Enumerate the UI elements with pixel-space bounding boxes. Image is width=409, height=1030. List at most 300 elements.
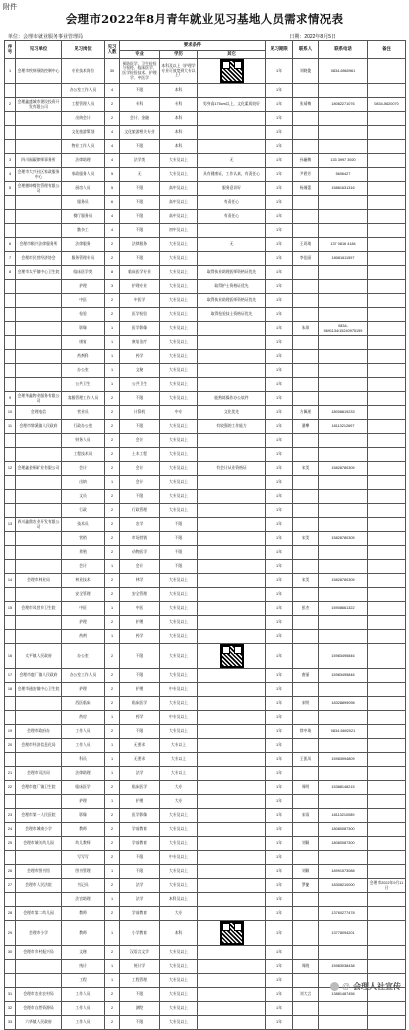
cell-other bbox=[198, 252, 266, 266]
cell-period: 1年 bbox=[266, 711, 293, 725]
cell-other: 无 bbox=[198, 154, 266, 168]
cell-contact: 彭杰 bbox=[293, 602, 319, 616]
cell-phone bbox=[319, 588, 368, 602]
table-row bbox=[5, 865, 406, 879]
cell-period: 1年 bbox=[266, 210, 293, 224]
cell-major: 会计 bbox=[120, 476, 160, 490]
table-row bbox=[5, 210, 406, 224]
cell-edu: 大专及以上 bbox=[160, 434, 198, 448]
cell-period: 1年 bbox=[266, 560, 293, 574]
cell-position: 影像 bbox=[62, 322, 105, 336]
table-row bbox=[5, 711, 406, 725]
cell-count: 2 bbox=[105, 434, 120, 448]
cell-major: 药学 bbox=[120, 630, 160, 644]
cell-seq: 21 bbox=[5, 767, 16, 781]
cell-edu: 大专及以上 bbox=[160, 630, 198, 644]
cell-phone bbox=[319, 560, 368, 574]
cell-note bbox=[368, 280, 406, 294]
cell-contact bbox=[293, 630, 319, 644]
header-org: 见习单位 bbox=[16, 41, 62, 59]
cell-contact: 周晓 bbox=[293, 960, 319, 974]
cell-count: 1 bbox=[105, 753, 120, 767]
cell-position: 餐厅服务员 bbox=[62, 210, 105, 224]
cell-org: 会理市鹿厂镇卫生院 bbox=[16, 781, 62, 795]
cell-position: 教师 bbox=[62, 907, 105, 921]
cell-count: 2 bbox=[105, 1002, 120, 1016]
cell-org: 会理市大兴社区家政服务中心 bbox=[16, 168, 62, 182]
cell-note bbox=[368, 406, 406, 420]
cell-contact bbox=[293, 350, 319, 364]
cell-count: 4 bbox=[105, 210, 120, 224]
cell-count: 2 bbox=[105, 683, 120, 697]
cell-edu: 初中及以上 bbox=[160, 224, 198, 238]
cell-major: 不限 bbox=[120, 669, 160, 683]
cell-contact: 王玥琦 bbox=[293, 238, 319, 252]
cell-contact bbox=[293, 84, 319, 98]
table-row bbox=[5, 112, 406, 126]
cell-seq: 2 bbox=[5, 98, 16, 112]
cell-count: 1 bbox=[105, 560, 120, 574]
cell-org: 会理市自然资源局 bbox=[16, 1002, 62, 1016]
cell-count: 2 bbox=[105, 988, 120, 1002]
cell-phone bbox=[319, 84, 368, 98]
cell-org bbox=[16, 753, 62, 767]
cell-edu: 大专及以上 bbox=[160, 1002, 198, 1016]
cell-phone: 18328899098 bbox=[319, 697, 368, 711]
cell-count: 1 bbox=[105, 378, 120, 392]
cell-period: 1年 bbox=[266, 907, 293, 921]
cell-period: 1年 bbox=[266, 280, 293, 294]
cell-edu: 高中及以上 bbox=[160, 196, 198, 210]
cell-count: 4 bbox=[105, 224, 120, 238]
cell-other bbox=[198, 697, 266, 711]
cell-seq: 32 bbox=[5, 1002, 16, 1016]
cell-position: 护理 bbox=[62, 795, 105, 809]
cell-position: 家政服务人员 bbox=[62, 168, 105, 182]
cell-other bbox=[198, 546, 266, 560]
cell-contact bbox=[293, 378, 319, 392]
cell-phone bbox=[319, 795, 368, 809]
cell-major: 学前教育 bbox=[120, 823, 160, 837]
cell-edu: 不限 bbox=[160, 546, 198, 560]
cell-phone bbox=[319, 378, 368, 392]
cell-position: 出纳会计 bbox=[62, 112, 105, 126]
table-row bbox=[5, 921, 406, 946]
cell-edu: 大专及以上 bbox=[160, 448, 198, 462]
cell-count: 2 bbox=[105, 392, 120, 406]
cell-org bbox=[16, 697, 62, 711]
cell-edu: 大专及以上 bbox=[160, 725, 198, 739]
cell-count: 1 bbox=[105, 364, 120, 378]
cell-position: 服务员 bbox=[62, 196, 105, 210]
cell-count: 4 bbox=[105, 154, 120, 168]
cell-contact: 朱琼 bbox=[293, 322, 319, 336]
cell-contact: 尹碧芳 bbox=[293, 168, 319, 182]
cell-seq bbox=[5, 434, 16, 448]
cell-edu: 中专及以上 bbox=[160, 851, 198, 865]
cell-period: 1年 bbox=[266, 1016, 293, 1030]
cell-note bbox=[368, 865, 406, 879]
cell-note: 0834-5620070 bbox=[368, 98, 406, 112]
cell-other bbox=[198, 532, 266, 546]
cell-phone: 15828780305 bbox=[319, 574, 368, 588]
cell-other bbox=[198, 616, 266, 630]
cell-count: 2 bbox=[105, 490, 120, 504]
cell-contact bbox=[293, 518, 319, 532]
qr-code-icon bbox=[220, 644, 244, 668]
table-row bbox=[5, 182, 406, 196]
demand-table bbox=[4, 40, 406, 1030]
cell-contact bbox=[293, 112, 319, 126]
cell-contact bbox=[293, 795, 319, 809]
cell-count: 1 bbox=[105, 711, 120, 725]
cell-count: 2 bbox=[105, 504, 120, 518]
cell-period: 1年 bbox=[266, 112, 293, 126]
cell-edu: 大专及以上 bbox=[160, 809, 198, 823]
cell-other: 有会计从业资格证 bbox=[198, 462, 266, 476]
cell-other: 男身高175cm以上，文化素质较好 bbox=[198, 98, 266, 112]
cell-seq: 16 bbox=[5, 644, 16, 669]
cell-phone bbox=[319, 266, 368, 280]
cell-org: 会理市第二幼儿园 bbox=[16, 907, 62, 921]
cell-position: 办公室 bbox=[62, 644, 105, 669]
cell-org: 会理市民营经济协会 bbox=[16, 252, 62, 266]
cell-note bbox=[368, 644, 406, 669]
cell-contact bbox=[293, 823, 319, 837]
cell-position: 图书管理 bbox=[62, 865, 105, 879]
cell-period: 1年 bbox=[266, 1002, 293, 1016]
cell-position: 法官助理 bbox=[62, 893, 105, 907]
cell-org: 会理电信 bbox=[16, 406, 62, 420]
cell-major: 学前教育 bbox=[120, 907, 160, 921]
cell-position: 工程技术员 bbox=[62, 448, 105, 462]
cell-count: 2 bbox=[105, 574, 120, 588]
cell-phone: 15983994809 bbox=[319, 753, 368, 767]
cell-edu: 大专及以上 bbox=[160, 462, 198, 476]
cell-seq bbox=[5, 364, 16, 378]
cell-seq bbox=[5, 546, 16, 560]
cell-other: 取得护士资格证优先 bbox=[198, 280, 266, 294]
table-row bbox=[5, 616, 406, 630]
cell-position: 临床医学 bbox=[62, 781, 105, 795]
cell-major: 临床医学 bbox=[120, 781, 160, 795]
cell-major: 医学影像 bbox=[120, 322, 160, 336]
cell-position: 公共卫生 bbox=[62, 378, 105, 392]
cell-count: 1 bbox=[105, 921, 120, 946]
cell-contact bbox=[293, 974, 319, 988]
cell-major: 不限 bbox=[120, 182, 160, 196]
table-row bbox=[5, 364, 406, 378]
cell-major: 预防医学、卫生检验与检疫、临床医学、医学检验技术、护理学、中医学 bbox=[120, 59, 160, 84]
cell-org bbox=[16, 630, 62, 644]
cell-other bbox=[198, 1016, 266, 1030]
cell-other bbox=[198, 588, 266, 602]
cell-note bbox=[368, 574, 406, 588]
cell-period: 1年 bbox=[266, 669, 293, 683]
cell-contact: 王凯凤 bbox=[293, 753, 319, 767]
table-row bbox=[5, 837, 406, 851]
cell-org bbox=[16, 294, 62, 308]
cell-major: 专科 bbox=[120, 98, 160, 112]
cell-contact: 宋美 bbox=[293, 532, 319, 546]
cell-count: 2 bbox=[105, 644, 120, 669]
table-row bbox=[5, 448, 406, 462]
cell-other bbox=[198, 574, 266, 588]
cell-org: 会理市图书馆 bbox=[16, 865, 62, 879]
cell-seq: 28 bbox=[5, 907, 16, 921]
cell-period: 1年 bbox=[266, 84, 293, 98]
cell-org bbox=[16, 364, 62, 378]
cell-org bbox=[16, 476, 62, 490]
cell-contact: 周明 bbox=[293, 781, 319, 795]
cell-major: 医学检验 bbox=[120, 308, 160, 322]
cell-position: 药房 bbox=[62, 711, 105, 725]
cell-major: 临床医学 bbox=[120, 697, 160, 711]
cell-note bbox=[368, 960, 406, 974]
cell-note bbox=[368, 294, 406, 308]
cell-other bbox=[198, 84, 266, 98]
cell-edu: 大专及以上 bbox=[160, 476, 198, 490]
cell-note bbox=[368, 711, 406, 725]
cell-major: 动物医学 bbox=[120, 546, 160, 560]
cell-org: 会理鑫金铜矿业有限公司 bbox=[16, 462, 62, 476]
cell-phone: 133 3997 3920 bbox=[319, 154, 368, 168]
cell-note: 会理市2022年9月11日 bbox=[368, 879, 406, 893]
cell-phone bbox=[319, 711, 368, 725]
cell-contact: 杨瑾蕾 bbox=[293, 182, 319, 196]
cell-phone: 15983038438 bbox=[319, 960, 368, 974]
cell-seq: 12 bbox=[5, 462, 16, 476]
header-phone: 联系电话 bbox=[319, 41, 368, 59]
cell-note bbox=[368, 392, 406, 406]
cell-period: 1年 bbox=[266, 59, 293, 84]
cell-count: 1 bbox=[105, 795, 120, 809]
cell-period: 1年 bbox=[266, 224, 293, 238]
cell-other bbox=[198, 893, 266, 907]
cell-seq: 15 bbox=[5, 602, 16, 616]
cell-position: 技术员 bbox=[62, 518, 105, 532]
cell-count: 2 bbox=[105, 946, 120, 960]
table-row bbox=[5, 336, 406, 350]
cell-org: 会理市司法局 bbox=[16, 767, 62, 781]
cell-edu: 大专以上 bbox=[160, 767, 198, 781]
cell-period: 1年 bbox=[266, 294, 293, 308]
cell-major: 法律服务 bbox=[120, 238, 160, 252]
cell-seq: 20 bbox=[5, 739, 16, 753]
cell-position: 护理 bbox=[62, 280, 105, 294]
cell-seq bbox=[5, 126, 16, 140]
cell-org bbox=[16, 280, 62, 294]
cell-edu: 大专及以上 bbox=[160, 960, 198, 974]
cell-edu: 大专及以上 bbox=[160, 879, 198, 893]
cell-other bbox=[198, 602, 266, 616]
cell-position: 法律助理 bbox=[62, 767, 105, 781]
cell-count: 2 bbox=[105, 781, 120, 795]
cell-note bbox=[368, 84, 406, 98]
cell-other bbox=[198, 322, 266, 336]
cell-other bbox=[198, 988, 266, 1002]
cell-seq: 24 bbox=[5, 823, 16, 837]
cell-period: 1年 bbox=[266, 98, 293, 112]
watermark bbox=[330, 981, 401, 992]
cell-edu: 大专及以上 bbox=[160, 865, 198, 879]
cell-seq bbox=[5, 490, 16, 504]
cell-other: 取得检验技士资格证优先 bbox=[198, 308, 266, 322]
cell-contact bbox=[293, 546, 319, 560]
table-row bbox=[5, 546, 406, 560]
header-contact: 联系人 bbox=[293, 41, 319, 59]
cell-org bbox=[16, 448, 62, 462]
cell-period: 1年 bbox=[266, 140, 293, 154]
cell-note bbox=[368, 196, 406, 210]
cell-org bbox=[16, 378, 62, 392]
cell-phone bbox=[319, 350, 368, 364]
cell-major: 不限 bbox=[120, 140, 160, 154]
cell-contact bbox=[293, 1002, 319, 1016]
cell-period: 1年 bbox=[266, 879, 293, 893]
cell-position: 康复 bbox=[62, 336, 105, 350]
cell-position: 影像 bbox=[62, 809, 105, 823]
cell-org: 会理市城关幼儿园 bbox=[16, 837, 62, 851]
cell-edu: 大专及以上 bbox=[160, 616, 198, 630]
cell-period: 1年 bbox=[266, 350, 293, 364]
cell-position: 文秘 bbox=[62, 946, 105, 960]
cell-seq: 6 bbox=[5, 238, 16, 252]
cell-count: 2 bbox=[105, 448, 120, 462]
cell-position: 办公室工作人员 bbox=[62, 669, 105, 683]
cell-position: 文化旅游策划 bbox=[62, 126, 105, 140]
cell-note bbox=[368, 378, 406, 392]
cell-contact bbox=[293, 266, 319, 280]
cell-contact bbox=[293, 196, 319, 210]
cell-org: 会理华鑫物业服务有限公司 bbox=[16, 392, 62, 406]
cell-other: 文化优先 bbox=[198, 406, 266, 420]
cell-org: 会理市鹿厂镇人民政府 bbox=[16, 669, 62, 683]
cell-other bbox=[198, 683, 266, 697]
cell-major: 不限 bbox=[120, 725, 160, 739]
table-row bbox=[5, 907, 406, 921]
cell-major: 法学 bbox=[120, 893, 160, 907]
cell-seq: 5 bbox=[5, 182, 16, 196]
cell-major: 无要求 bbox=[120, 739, 160, 753]
cell-other bbox=[198, 851, 266, 865]
cell-count: 6 bbox=[105, 196, 120, 210]
cell-position: 幼儿教师 bbox=[62, 837, 105, 851]
cell-position: 营业员 bbox=[62, 406, 105, 420]
cell-other bbox=[198, 476, 266, 490]
cell-major: 护理 bbox=[120, 683, 160, 697]
cell-major: 中医学 bbox=[120, 294, 160, 308]
header-major: 专业 bbox=[120, 51, 160, 59]
cell-phone bbox=[319, 851, 368, 865]
qr-code-icon bbox=[220, 921, 244, 945]
cell-org bbox=[16, 210, 62, 224]
cell-other bbox=[198, 960, 266, 974]
cell-edu: 大专及以上 bbox=[160, 280, 198, 294]
cell-major: 不限 bbox=[120, 988, 160, 1002]
table-row bbox=[5, 59, 406, 84]
table-row bbox=[5, 767, 406, 781]
cell-period: 1年 bbox=[266, 448, 293, 462]
cell-phone: 18308210000 bbox=[319, 879, 368, 893]
table-row bbox=[5, 322, 406, 336]
cell-note bbox=[368, 602, 406, 616]
cell-major: 护理专业 bbox=[120, 280, 160, 294]
table-row bbox=[5, 154, 406, 168]
cell-other bbox=[198, 434, 266, 448]
cell-period: 1年 bbox=[266, 588, 293, 602]
table-row bbox=[5, 893, 406, 907]
table-row bbox=[5, 560, 406, 574]
cell-org bbox=[16, 308, 62, 322]
cell-contact bbox=[293, 490, 319, 504]
cell-count: 4 bbox=[105, 126, 120, 140]
cell-note bbox=[368, 252, 406, 266]
cell-major: 护理 bbox=[120, 616, 160, 630]
cell-other bbox=[198, 809, 266, 823]
cell-position: 护理 bbox=[62, 616, 105, 630]
cell-contact: 张靖梅 bbox=[293, 98, 319, 112]
cell-contact: 宋美 bbox=[293, 462, 319, 476]
cell-edu: 大专及以上 bbox=[160, 322, 198, 336]
cell-seq: 26 bbox=[5, 865, 16, 879]
cell-phone: 18082271076 bbox=[319, 98, 368, 112]
cell-period: 1年 bbox=[266, 490, 293, 504]
cell-phone bbox=[319, 448, 368, 462]
cell-position: 工作人员 bbox=[62, 725, 105, 739]
table-row bbox=[5, 378, 406, 392]
cell-period: 1年 bbox=[266, 630, 293, 644]
cell-other bbox=[198, 669, 266, 683]
cell-note bbox=[368, 630, 406, 644]
table-row bbox=[5, 476, 406, 490]
cell-note bbox=[368, 795, 406, 809]
cell-other bbox=[198, 907, 266, 921]
cell-org bbox=[16, 893, 62, 907]
header-position: 见习岗位 bbox=[62, 41, 105, 59]
cell-other bbox=[198, 448, 266, 462]
cell-seq bbox=[5, 210, 16, 224]
table-row bbox=[5, 196, 406, 210]
cell-org bbox=[16, 490, 62, 504]
cell-edu: 大专及以上 bbox=[160, 238, 198, 252]
cell-major: 不限 bbox=[120, 84, 160, 98]
cell-note bbox=[368, 837, 406, 851]
cell-contact bbox=[293, 851, 319, 865]
cell-position: 药剂 bbox=[62, 630, 105, 644]
cell-edu: 本科及以上（护理学专业可放宽到大专以上） bbox=[160, 59, 198, 84]
table-row bbox=[5, 669, 406, 683]
cell-contact bbox=[293, 224, 319, 238]
cell-count: 2 bbox=[105, 1016, 120, 1030]
cell-phone bbox=[319, 434, 368, 448]
cell-phone bbox=[319, 546, 368, 560]
cell-edu: 大专及以上 bbox=[160, 308, 198, 322]
cell-other bbox=[198, 630, 266, 644]
cell-note bbox=[368, 112, 406, 126]
cell-note bbox=[368, 224, 406, 238]
cell-major: 会计、金融 bbox=[120, 112, 160, 126]
cell-org: 会理德坤餐饮管理有限公司 bbox=[16, 182, 62, 196]
cell-phone: 0834-5692021 bbox=[319, 725, 368, 739]
cell-edu: 大专及以上 bbox=[160, 336, 198, 350]
cell-org bbox=[16, 434, 62, 448]
cell-other bbox=[198, 795, 266, 809]
cell-note bbox=[368, 126, 406, 140]
cell-period: 1年 bbox=[266, 837, 293, 851]
cell-seq: 18 bbox=[5, 683, 16, 697]
cell-period: 1年 bbox=[266, 865, 293, 879]
